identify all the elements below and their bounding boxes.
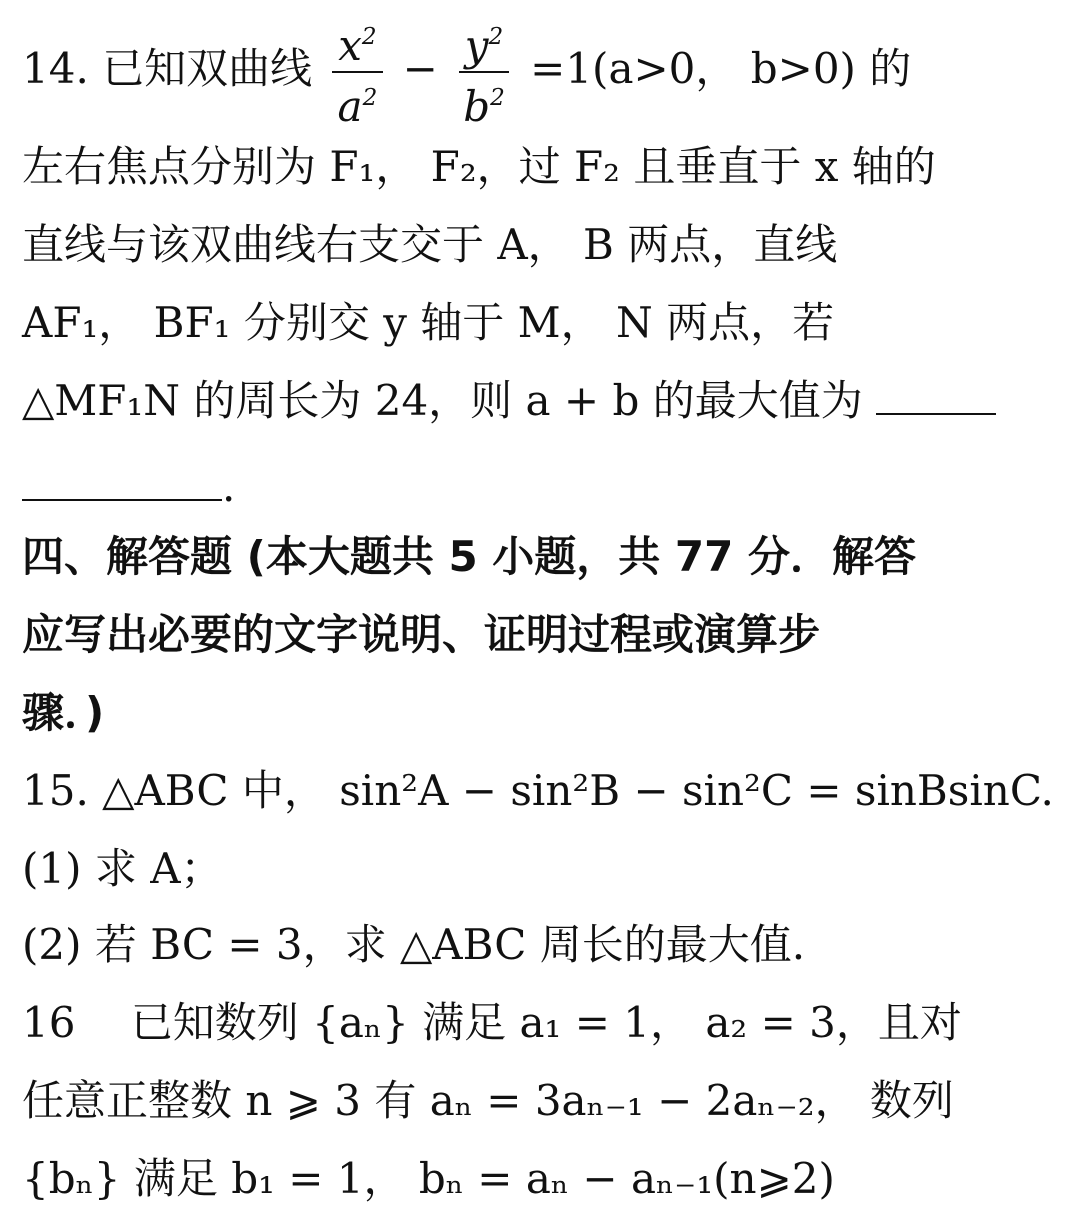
q14-line6 [22, 462, 1072, 512]
q14-line4: AF₁， BF₁ 分别交 y 轴于 M， N 两点，若 [22, 298, 835, 347]
q16-line1: 16 已知数列 {aₙ} 满足 a₁ = 1， a₂ = 3，且对 [22, 998, 962, 1047]
q15-stem: 15. △ABC 中， sin²A − sin²B − sin²C = sinBsinC. [22, 766, 1054, 815]
q15-part2: (2) 若 BC = 3，求 △ABC 周长的最大值. [22, 920, 806, 969]
q14-line1 [22, 12, 1072, 132]
minus-sign: − [402, 44, 438, 94]
q16-line3: {bₙ} 满足 b₁ = 1， bₙ = aₙ − aₙ₋₁(n⩾2) [22, 1154, 835, 1203]
q14-equation-tail: =1(a>0， b>0) 的 [530, 44, 912, 94]
fraction-y2-b2: $\frac{y^2}{b^2}$ [457, 12, 511, 132]
q14-line5-text: △MF₁N 的周长为 24，则 a + b 的最大值为 [22, 376, 863, 425]
answer-blank-1 [876, 377, 996, 415]
section4-line1: 四、解答题 (本大题共 5 小题，共 77 分．解答 [22, 532, 916, 581]
q14-period: . [222, 462, 236, 511]
section4-line3: 骤．) [22, 688, 105, 737]
q14-line2: 左右焦点分别为 F₁， F₂，过 F₂ 且垂直于 x 轴的 [22, 142, 936, 191]
fraction-x2-a2: $\frac{x^2}{a^2}$ [332, 12, 384, 132]
answer-blank-2 [22, 463, 222, 501]
q14-intro: 14. 已知双曲线 [22, 44, 313, 94]
q14-line3: 直线与该双曲线右支交于 A， B 两点，直线 [22, 220, 838, 269]
q16-line2: 任意正整数 n ⩾ 3 有 aₙ = 3aₙ₋₁ − 2aₙ₋₂， 数列 [22, 1076, 954, 1125]
q15-part1: (1) 求 A； [22, 844, 223, 893]
q14-line5 [22, 376, 1072, 426]
section4-line2: 应写出必要的文字说明、证明过程或演算步 [22, 610, 821, 659]
